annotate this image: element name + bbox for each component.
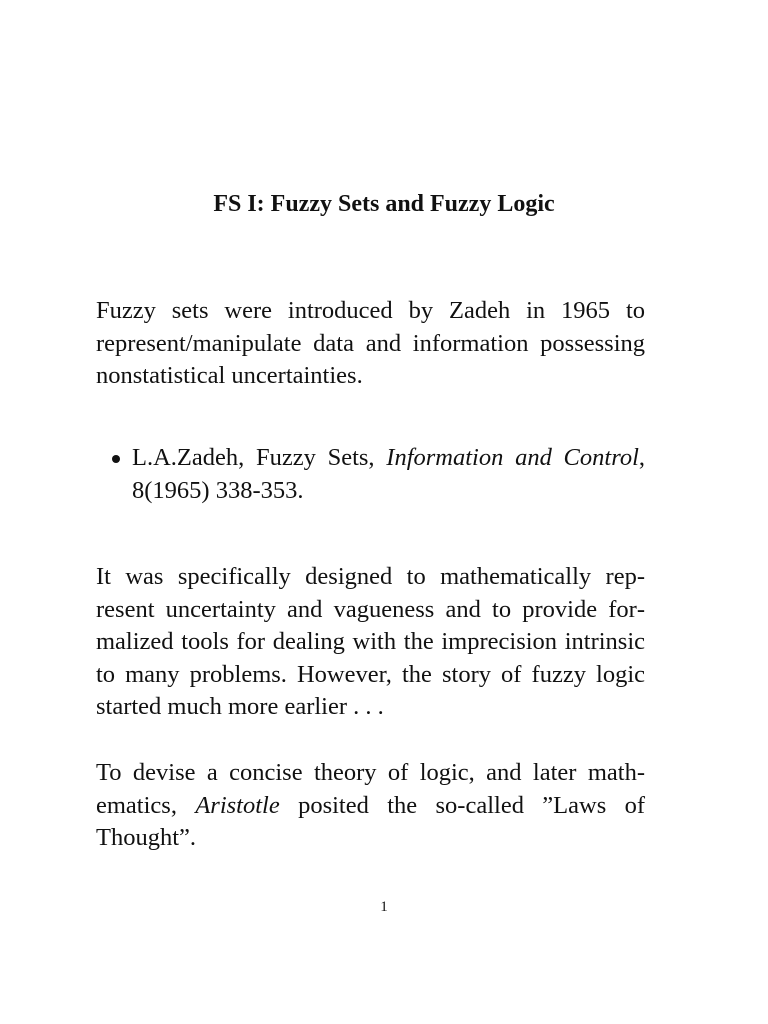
bullet-icon (112, 455, 120, 463)
purpose-paragraph: It was specifically designed to mathematically represent uncertainty and vagueness and to provide formalized tools for dealing with the imprecision intrinsic to many problems. However, the story of fuzzy logic started much more earlier . . . (96, 563, 645, 720)
reference-item (96, 442, 645, 507)
page-number: 1 (380, 899, 388, 915)
page-title: FS I: Fuzzy Sets and Fuzzy Logic (213, 191, 555, 217)
reference-author-title: L.A.Zadeh, Fuzzy Sets, (132, 444, 387, 471)
aristotle-name: Aristotle (195, 791, 280, 819)
reference-volume-pages: , 8(1965) 338-353. (132, 444, 645, 504)
aristotle-text-after: posited the so-called ”Laws of Thought”. (96, 791, 646, 851)
intro-paragraph: Fuzzy sets were introduced by Zadeh in 1965 to represent/manipulate data and information possessing nonstatistical uncertainties. (96, 297, 645, 389)
reference-list (96, 442, 645, 507)
aristotle-text-before: To devise a concise theory of logic, and later mathematics, (96, 759, 645, 819)
aristotle-paragraph (96, 757, 645, 855)
reference-journal: Information and Control (386, 444, 639, 471)
